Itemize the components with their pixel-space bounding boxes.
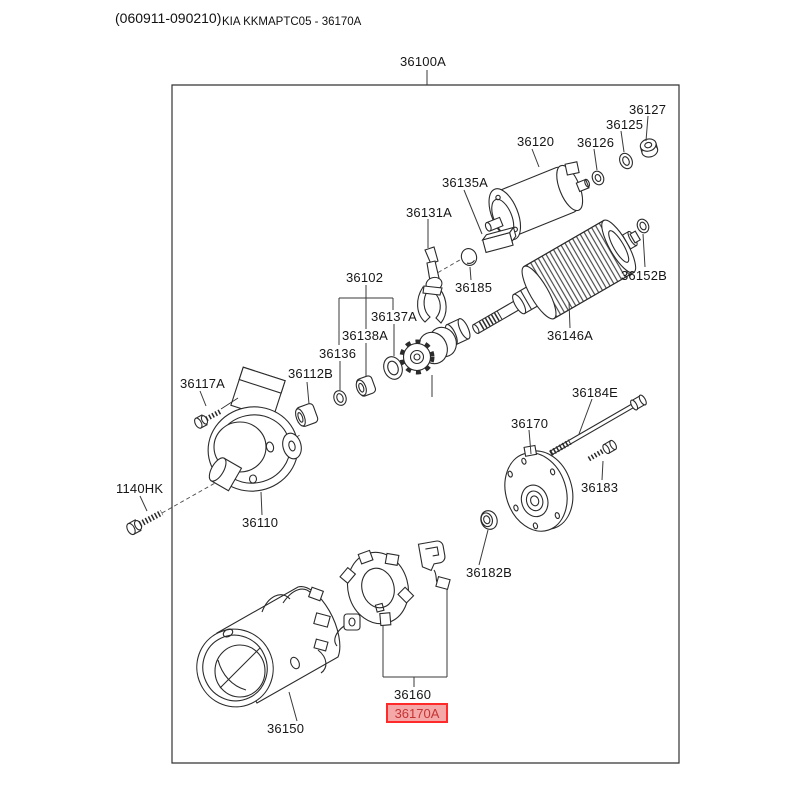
leader-36185 bbox=[470, 267, 471, 280]
leader-36117A bbox=[200, 391, 206, 406]
stop-ring-36137A-drawing bbox=[381, 354, 406, 382]
screw-36183-drawing bbox=[586, 439, 617, 463]
part-label-36135A: 36135A bbox=[442, 175, 489, 190]
shift-lever-36131A-drawing bbox=[418, 247, 447, 323]
leader-36183 bbox=[602, 461, 603, 480]
cap-36185-drawing bbox=[459, 246, 479, 267]
part-label-36125: 36125 bbox=[606, 117, 644, 132]
part-label-36100A: 36100A bbox=[400, 54, 447, 69]
part-label-36170: 36170 bbox=[511, 416, 549, 431]
part-label-36120: 36120 bbox=[517, 134, 555, 149]
leader-36135A bbox=[464, 190, 482, 234]
leader-36182B bbox=[479, 530, 488, 565]
drive-pinion-36145-drawing bbox=[402, 317, 473, 372]
washer-36126-drawing bbox=[590, 169, 606, 186]
part-label-36137A: 36137A bbox=[371, 309, 418, 324]
washer-36125-drawing bbox=[617, 151, 635, 171]
leader-1140HK bbox=[140, 496, 147, 511]
leader-36152B bbox=[643, 234, 645, 267]
part-label-36184E: 36184E bbox=[572, 385, 619, 400]
washer-36152B-drawing bbox=[635, 217, 651, 234]
part-label-1140HK: 1140HK bbox=[116, 481, 164, 496]
bolt-1140HK-drawing bbox=[125, 507, 165, 536]
part-label-36136: 36136 bbox=[319, 346, 357, 361]
leader-36125 bbox=[621, 131, 624, 152]
part-label-36183: 36183 bbox=[581, 480, 619, 495]
yoke-housing-36150-drawing bbox=[184, 587, 340, 720]
bushing-36138A-drawing bbox=[354, 375, 377, 398]
highlighted-part-label-36170A[interactable]: 36170A bbox=[386, 703, 448, 723]
part-label-36102: 36102 bbox=[346, 270, 384, 285]
part-label-36117A: 36117A bbox=[180, 376, 226, 391]
part-label-36182B: 36182B bbox=[466, 565, 513, 580]
header-catalog-title: KIA KKMAPTC05 - 36170A bbox=[222, 16, 362, 28]
brush-holder-assembly-drawing bbox=[335, 540, 450, 646]
bushing-36182B-drawing bbox=[478, 508, 500, 531]
leader-36112B bbox=[307, 382, 309, 404]
connector-36135A-drawing bbox=[482, 227, 518, 252]
snap-ring-36136-drawing bbox=[332, 389, 348, 407]
leader-36126 bbox=[594, 149, 597, 170]
leader-36127 bbox=[646, 116, 648, 141]
bushing-36112B-drawing bbox=[293, 403, 319, 429]
part-label-36185: 36185 bbox=[455, 280, 493, 295]
part-label-36127: 36127 bbox=[629, 102, 667, 117]
header-revision-range: (060911-090210) bbox=[115, 10, 222, 26]
nut-36127-drawing bbox=[639, 137, 659, 159]
part-label-36138A: 36138A bbox=[342, 328, 389, 343]
part-label-36152B: 36152B bbox=[621, 268, 668, 283]
part-label-36146A: 36146A bbox=[547, 328, 594, 343]
end-plate-36170-drawing bbox=[493, 437, 582, 539]
through-bolt-36184E-drawing bbox=[548, 394, 647, 458]
leader-36110 bbox=[261, 492, 262, 515]
part-label-36160: 36160 bbox=[394, 687, 432, 702]
part-label-36112B: 36112B bbox=[288, 366, 334, 381]
part-label-36126: 36126 bbox=[577, 135, 615, 150]
part-label-36150: 36150 bbox=[267, 721, 305, 736]
part-label-36131A: 36131A bbox=[406, 205, 453, 220]
leader-36120 bbox=[532, 149, 539, 167]
leader-36150 bbox=[289, 692, 297, 721]
part-label-36110: 36110 bbox=[242, 515, 279, 530]
